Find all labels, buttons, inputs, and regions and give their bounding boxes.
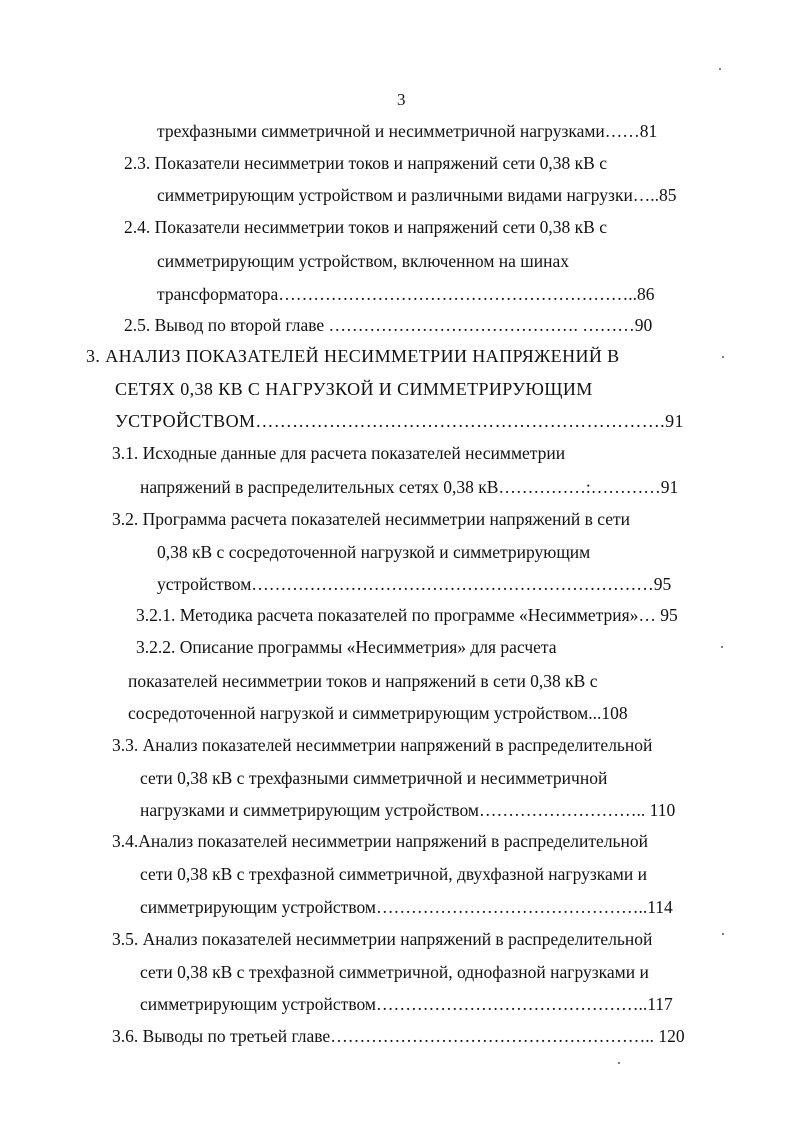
toc-line: трехфазными симметричной и несимметричной нагрузками……81: [157, 121, 658, 141]
toc-line: симметрирующим устройством, включенном на шинах: [157, 251, 570, 271]
chapter-heading: СЕТЯХ 0,38 КВ С НАГРУЗКОЙ И СИММЕТРИРУЮЩИМ: [115, 379, 593, 399]
toc-line: показателей несимметрии токов и напряжений в сети 0,38 кВ с: [128, 671, 598, 691]
toc-line: симметрирующим устройством………………………………………..117: [140, 994, 673, 1014]
toc-line: 3.3. Анализ показателей несимметрии напряжений в распределительной: [112, 735, 653, 755]
chapter-heading: 3. АНАЛИЗ ПОКАЗАТЕЛЕЙ НЕСИММЕТРИИ НАПРЯЖЕНИЙ В: [86, 346, 620, 366]
toc-line: 3.4.Анализ показателей несимметрии напряжений в распределительной: [112, 831, 649, 851]
toc-line: нагрузками и симметрирующим устройством……………………….. 110: [140, 800, 676, 820]
toc-line: трансформатора……………………………………………………..86: [157, 284, 655, 304]
page-number: 3: [397, 90, 406, 109]
scan-speck: [719, 68, 721, 70]
toc-line: симметрирующим устройством………………………………………..114: [140, 897, 673, 917]
scan-speck: [722, 933, 724, 935]
toc-line: 3.2. Программа расчета показателей несимметрии напряжений в сети: [112, 509, 631, 529]
toc-line: 3.5. Анализ показателей несимметрии напряжений в распределительной: [112, 929, 653, 949]
toc-line: 0,38 кВ с сосредоточенной нагрузкой и симметрирующим: [157, 542, 591, 562]
toc-line: 3.2.2. Описание программы «Несимметрия» для расчета: [136, 637, 557, 657]
toc-line: сети 0,38 кВ с трехфазными симметричной и несимметричной: [140, 768, 608, 788]
toc-line: 2.3. Показатели несимметрии токов и напряжений сети 0,38 кВ с: [124, 153, 607, 173]
toc-line: 2.4. Показатели несимметрии токов и напряжений сети 0,38 кВ с: [124, 217, 607, 237]
scan-speck: [722, 356, 724, 358]
scan-speck: [721, 646, 723, 648]
toc-line: напряжений в распределительных сетях 0,38 кВ……………:…………91: [140, 477, 679, 497]
toc-line: 3.2.1. Методика расчета показателей по программе «Несимметрия»… 95: [136, 605, 678, 625]
toc-line: сети 0,38 кВ с трехфазной симметричной, двухфазной нагрузками и: [140, 864, 647, 884]
toc-line: сети 0,38 кВ с трехфазной симметричной, однофазной нагрузками и: [140, 962, 649, 982]
scan-speck: [618, 1062, 620, 1064]
toc-line: устройством……………………………………………………………95: [157, 574, 672, 594]
toc-line: 3.1. Исходные данные для расчета показателей несимметрии: [112, 443, 566, 463]
toc-line: 2.5. Вывод по второй главе ……………………………………. ………90: [124, 315, 653, 335]
toc-line: сосредоточенной нагрузкой и симметрирующим устройством...108: [128, 703, 628, 723]
toc-line: симметрирующим устройством и различными видами нагрузки…..85: [157, 185, 677, 205]
chapter-heading: УСТРОЙСТВОМ………………………………………………………….91: [115, 411, 684, 431]
toc-line: 3.6. Выводы по третьей главе……………………………………………….. 120: [112, 1026, 685, 1046]
